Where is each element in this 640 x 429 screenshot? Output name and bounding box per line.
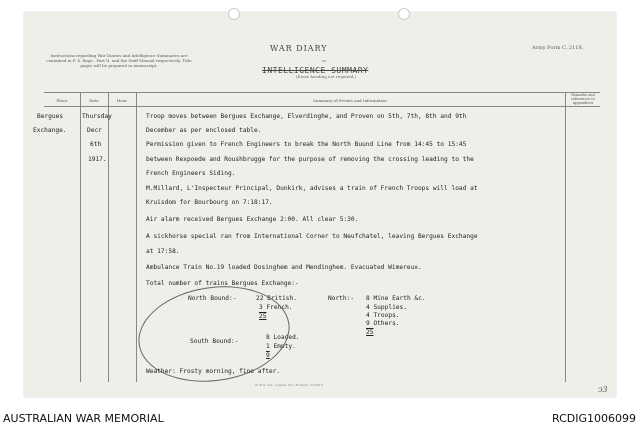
title-or: or bbox=[322, 58, 327, 63]
punch-hole-left bbox=[228, 8, 240, 20]
instructions-text: Instructions regarding War Diaries and Intelligence Summaries are contained in F. S. Regs., Part II. and the Staff Manual respectively. Title pages will be prepared in manuscript. bbox=[46, 53, 192, 68]
place-date-divider bbox=[80, 92, 81, 382]
punch-hole-right bbox=[398, 8, 410, 20]
summary-line: M.Millard, L'Inspecteur Principal, Dunkirk, advises a train of French Troops will load at bbox=[146, 185, 478, 192]
summary-remarks-divider bbox=[565, 92, 566, 382]
summary-line: Air alarm received Bergues Exchange 2:00. All clear 5:30. bbox=[146, 216, 359, 223]
erase-note: (Erase heading not required.) bbox=[296, 74, 357, 79]
summary-line: French Engineers Siding. bbox=[146, 170, 236, 177]
north2-label: North:- bbox=[328, 295, 355, 302]
pencil-scribble: ↄ3 bbox=[598, 385, 608, 394]
col-date: Date bbox=[89, 98, 99, 103]
north2-item: 8 Mine Earth &c. bbox=[366, 295, 426, 302]
diary-title: WAR DIARY bbox=[270, 44, 328, 53]
place-line-1: Bergues bbox=[37, 113, 64, 120]
printer-note: W. & S. Ltd., London, E.C. Forms/C. 2118/13. bbox=[255, 383, 324, 387]
summary-line: A sickhorse special ran from International Corner to Neufchatel, leaving Bergues Exchange bbox=[146, 233, 478, 240]
col-hour: Hour bbox=[116, 98, 128, 103]
summary-line: Total number of trains Bergues Exchange:- bbox=[146, 280, 299, 287]
south-loaded: 8 Loaded. bbox=[266, 334, 300, 341]
south-total: 9 bbox=[266, 352, 270, 359]
table-top-rule bbox=[44, 92, 600, 93]
summary-line: Ambulance Train No.19 loaded Dosinghem and Mendinghem. Evacuated Wimereux. bbox=[146, 264, 422, 271]
north-british: 22 British. bbox=[256, 295, 297, 302]
summary-line: Permission given to French Engineers to break the North Buund Line from 14:45 to 15:45 bbox=[146, 141, 467, 148]
table-header-rule bbox=[44, 106, 600, 107]
summary-line: Troop moves between Bergues Exchange, Elverdinghe, and Proven on 5th, 7th, 8th and 9th bbox=[146, 113, 467, 120]
date-line-1: Thursday bbox=[82, 113, 112, 120]
col-remarks: Remarks and references to Appendices bbox=[571, 93, 595, 105]
north2-item: 4 Troops. bbox=[366, 312, 400, 319]
weather-line: Weather: Frosty morning, fine after. bbox=[146, 368, 281, 375]
summary-line: at 17:58. bbox=[146, 248, 180, 255]
north-french: 3 French. bbox=[259, 304, 293, 311]
footer-institution: AUSTRALIAN WAR MEMORIAL bbox=[3, 412, 164, 425]
date-hour-divider bbox=[108, 92, 109, 382]
north-total: 25 bbox=[259, 313, 267, 320]
date-line-4: 1917. bbox=[88, 156, 107, 163]
form-number: Army Form C. 2118. bbox=[532, 45, 584, 51]
date-line-3: 6th bbox=[90, 141, 102, 148]
diary-subtitle: INTELLIGENCE SUMMARY bbox=[262, 66, 369, 75]
footer-record-id: RCDIG1006099 bbox=[551, 412, 636, 425]
south-bound-label: South Bound:- bbox=[190, 338, 239, 345]
north2-item: 4 Supplies. bbox=[366, 304, 407, 311]
date-line-2: Decr bbox=[87, 127, 102, 134]
summary-line: December as per enclosed table. bbox=[146, 127, 262, 134]
col-summary: Summary of Events and Information bbox=[313, 98, 387, 103]
summary-line: between Rexpoede and Roushbrugge for the purpose of removing the crossing leading to the bbox=[146, 156, 474, 163]
north-bound-label: North Bound:- bbox=[188, 295, 237, 302]
south-empty: 1 Empty. bbox=[266, 343, 296, 350]
col-place: Place bbox=[56, 98, 68, 103]
place-line-2: Exchange. bbox=[33, 127, 67, 134]
hour-summary-divider bbox=[136, 92, 137, 382]
summary-line: Kruisdom for Bourbourg on 7:18:17. bbox=[146, 199, 273, 206]
north2-item: 9 Others. bbox=[366, 320, 400, 327]
north2-total: 25 bbox=[366, 329, 374, 336]
